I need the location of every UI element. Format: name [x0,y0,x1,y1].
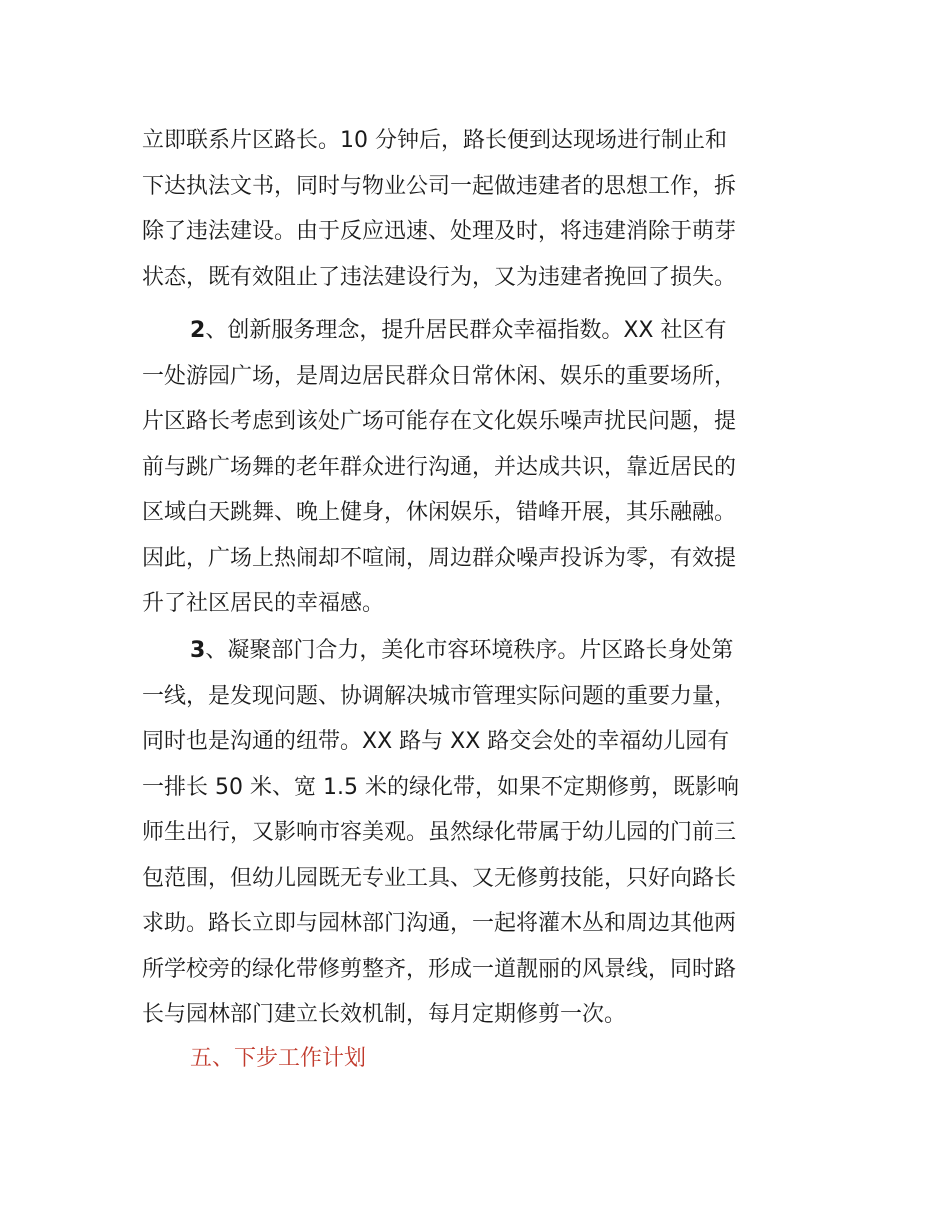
text-line: 区域白天跳舞、晚上健身，休闲娱乐，错峰开展，其乐融融。 [142,500,737,525]
section-heading: 五、下步工作计划 [190,1046,367,1071]
text-line: 状态，既有效阻止了违法建设行为，又为违建者挽回了损失。 [142,264,737,290]
item-number: 3 [190,638,206,663]
item-number: 2 [190,318,206,343]
paragraph-1 [142,118,822,300]
text-line: 同时也是沟通的纽带。XX 路与 XX 路交会处的幸福幼儿园有 [142,729,730,754]
text-fragment: 、凝聚部门合力，美化市容环境秩序。片区路长身处第 [205,638,734,663]
paragraph-2 [142,308,822,627]
text-line: 包范围，但幼儿园既无专业工具、又无修剪技能，只好向路长 [142,865,737,891]
paragraph-3 [142,628,822,1038]
text-line: 一线，是发现问题、协调解决城市管理实际问题的重要力量， [142,683,737,709]
text-line: 因此，广场上热闹却不喧闹，周边群众噪声投诉为零，有效提 [142,545,737,571]
text-line: 除了违法建设。由于反应迅速、处理及时，将违建消除于萌芽 [142,219,737,244]
text-line: 前与跳广场舞的老年群众进行沟通，并达成共识，靠近居民的 [142,454,737,480]
text-line: 下达执法文书，同时与物业公司一起做违建者的思想工作，拆 [142,173,737,199]
text-line: 长与园林部门建立长效机制，每月定期修剪一次。 [142,1002,627,1027]
text-line: 一处游园广场，是周边居民群众日常休闲、娱乐的重要场所， [142,363,737,389]
text-line: 立即联系片区路长。10 分钟后，路长便到达现场进行制止和 [142,128,727,153]
text-line: 所学校旁的绿化带修剪整齐，形成一道靓丽的风景线，同时路 [142,956,737,982]
text-fragment: 、创新服务理念，提升居民群众幸福指数。XX 社区有 [205,318,727,343]
text-line: 一排长 50 米、宽 1.5 米的绿化带，如果不定期修剪，既影响 [142,774,739,800]
text-line: 片区路长考虑到该处广场可能存在文化娱乐噪声扰民问题，提 [142,409,737,434]
text-line: 升了社区居民的幸福感。 [142,591,385,616]
text-line: 师生出行，又影响市容美观。虽然绿化带属于幼儿园的门前三 [142,820,737,845]
text-line-first [142,308,822,354]
text-line-first [142,628,822,674]
text-line: 求助。路长立即与园林部门沟通，一起将灌木丛和周边其他两 [142,911,737,936]
